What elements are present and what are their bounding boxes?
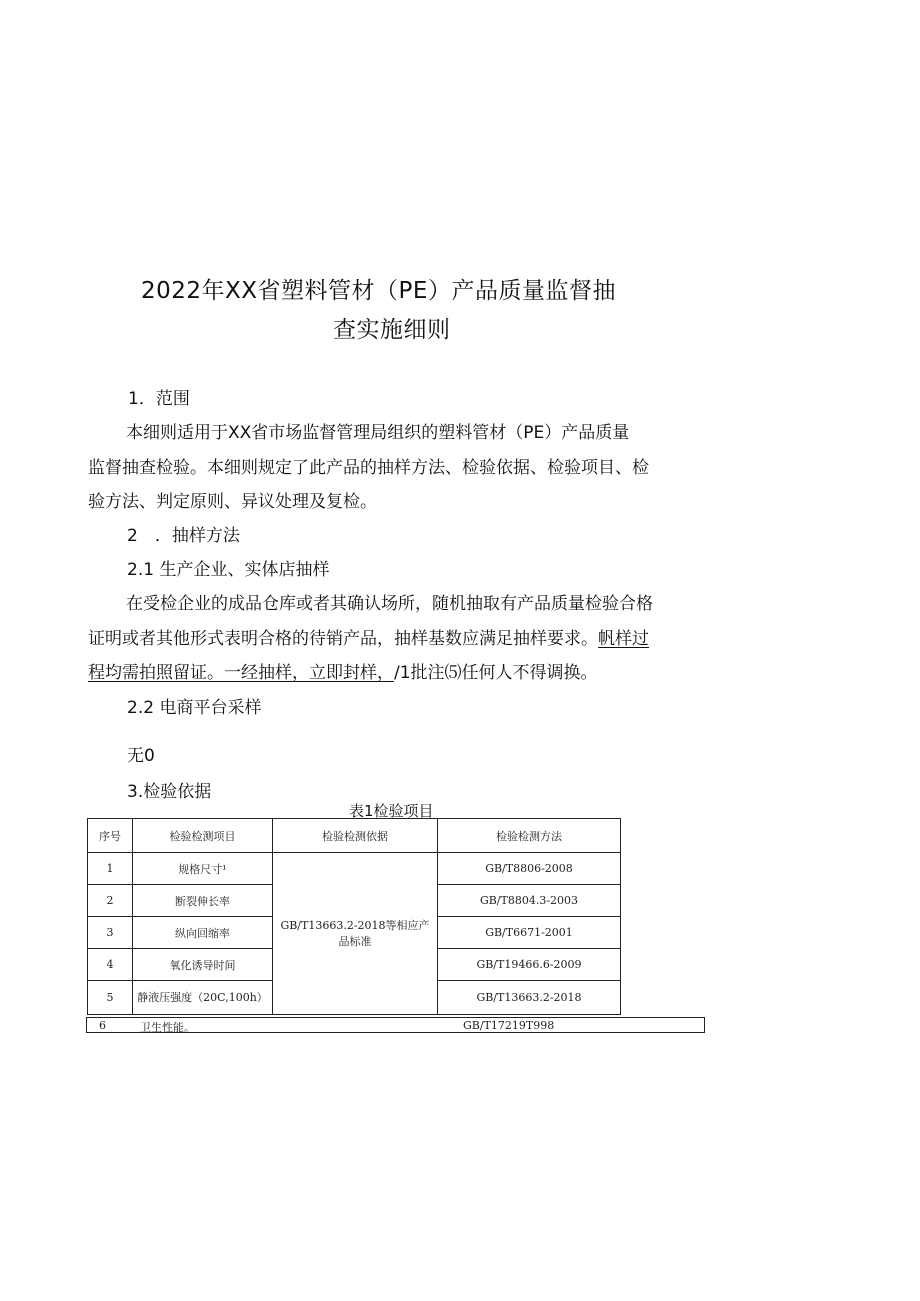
row-method: GB/T6671-2001 xyxy=(438,917,621,949)
doc-title-line1: 2022年XX省塑料管材（PE）产品质量监督抽 xyxy=(141,278,616,304)
section-2-1-line2-text: 证明或者其他形式表明合格的待销产品，抽样基数应满足抽样要求。 xyxy=(88,629,598,649)
section-1-paragraph-line1: 本细则适用于XX省市场监督管理局组织的塑料管材（PE）产品质量 xyxy=(126,423,630,443)
section-2-1-paragraph-line2 xyxy=(88,624,649,649)
section-2-heading: 2 ．抽样方法 xyxy=(127,526,240,546)
row-item: 规格尺寸¹ xyxy=(133,853,273,885)
inspection-items-table xyxy=(87,818,621,1015)
section-2-1-line2-underlined: 帆样过 xyxy=(598,629,649,649)
header-basis: 检验检测依据 xyxy=(273,819,438,853)
section-1-paragraph-line2: 监督抽查检验。本细则规定了此产品的抽样方法、检验依据、检验项目、检 xyxy=(88,458,649,478)
section-2-1-paragraph-line3 xyxy=(88,658,598,683)
row-item: 氧化诱导时间 xyxy=(133,949,273,981)
table-caption: 表1检验项目 xyxy=(349,802,434,820)
section-2-2-heading: 2.2 电商平台采样 xyxy=(127,698,262,718)
row-method: GB/T8804.3-2003 xyxy=(438,885,621,917)
table-row xyxy=(88,853,621,885)
row-no: 5 xyxy=(88,981,133,1015)
table-last-row xyxy=(86,1017,705,1033)
section-1-paragraph-line3: 验方法、判定原则、异议处理及复检。 xyxy=(88,492,377,512)
header-no: 序号 xyxy=(88,819,133,853)
section-2-2-body: 无0 xyxy=(127,746,155,766)
section-2-1-heading: 2.1 生产企业、实体店抽样 xyxy=(127,560,330,580)
section-3-heading: 3.检验依据 xyxy=(127,782,212,802)
merged-basis-cell: GB/T13663.2-2018等相应产品标准 xyxy=(273,853,438,1015)
section-1-heading: 1．范围 xyxy=(128,389,190,409)
row-item: 断裂伸长率 xyxy=(133,885,273,917)
row-no: 4 xyxy=(88,949,133,981)
row-method: GB/T8806-2008 xyxy=(438,853,621,885)
last-row-method: GB/T17219T998 xyxy=(463,1019,555,1032)
row-method: GB/T19466.6-2009 xyxy=(438,949,621,981)
row-item: 静液压强度（20C,100h） xyxy=(133,981,273,1015)
last-row-item: 卫生性能。 xyxy=(140,1021,195,1034)
row-method: GB/T13663.2-2018 xyxy=(438,981,621,1015)
row-no: 2 xyxy=(88,885,133,917)
doc-title-line2: 查实施细则 xyxy=(333,317,451,343)
section-2-1-paragraph-line1: 在受检企业的成品仓库或者其确认场所，随机抽取有产品质量检验合格 xyxy=(126,594,653,614)
row-item: 纵向回缩率 xyxy=(133,917,273,949)
table-header-row xyxy=(88,819,621,853)
section-2-1-line3-underlined: 程均需拍照留证。一经抽样，立即封样， xyxy=(88,663,394,683)
last-row-no: 6 xyxy=(99,1019,106,1032)
row-no: 1 xyxy=(88,853,133,885)
header-item: 检验检测项目 xyxy=(133,819,273,853)
row-no: 3 xyxy=(88,917,133,949)
header-method: 检验检测方法 xyxy=(438,819,621,853)
section-2-1-line3-text: /1批注⑸任何人不得调换。 xyxy=(394,663,598,683)
